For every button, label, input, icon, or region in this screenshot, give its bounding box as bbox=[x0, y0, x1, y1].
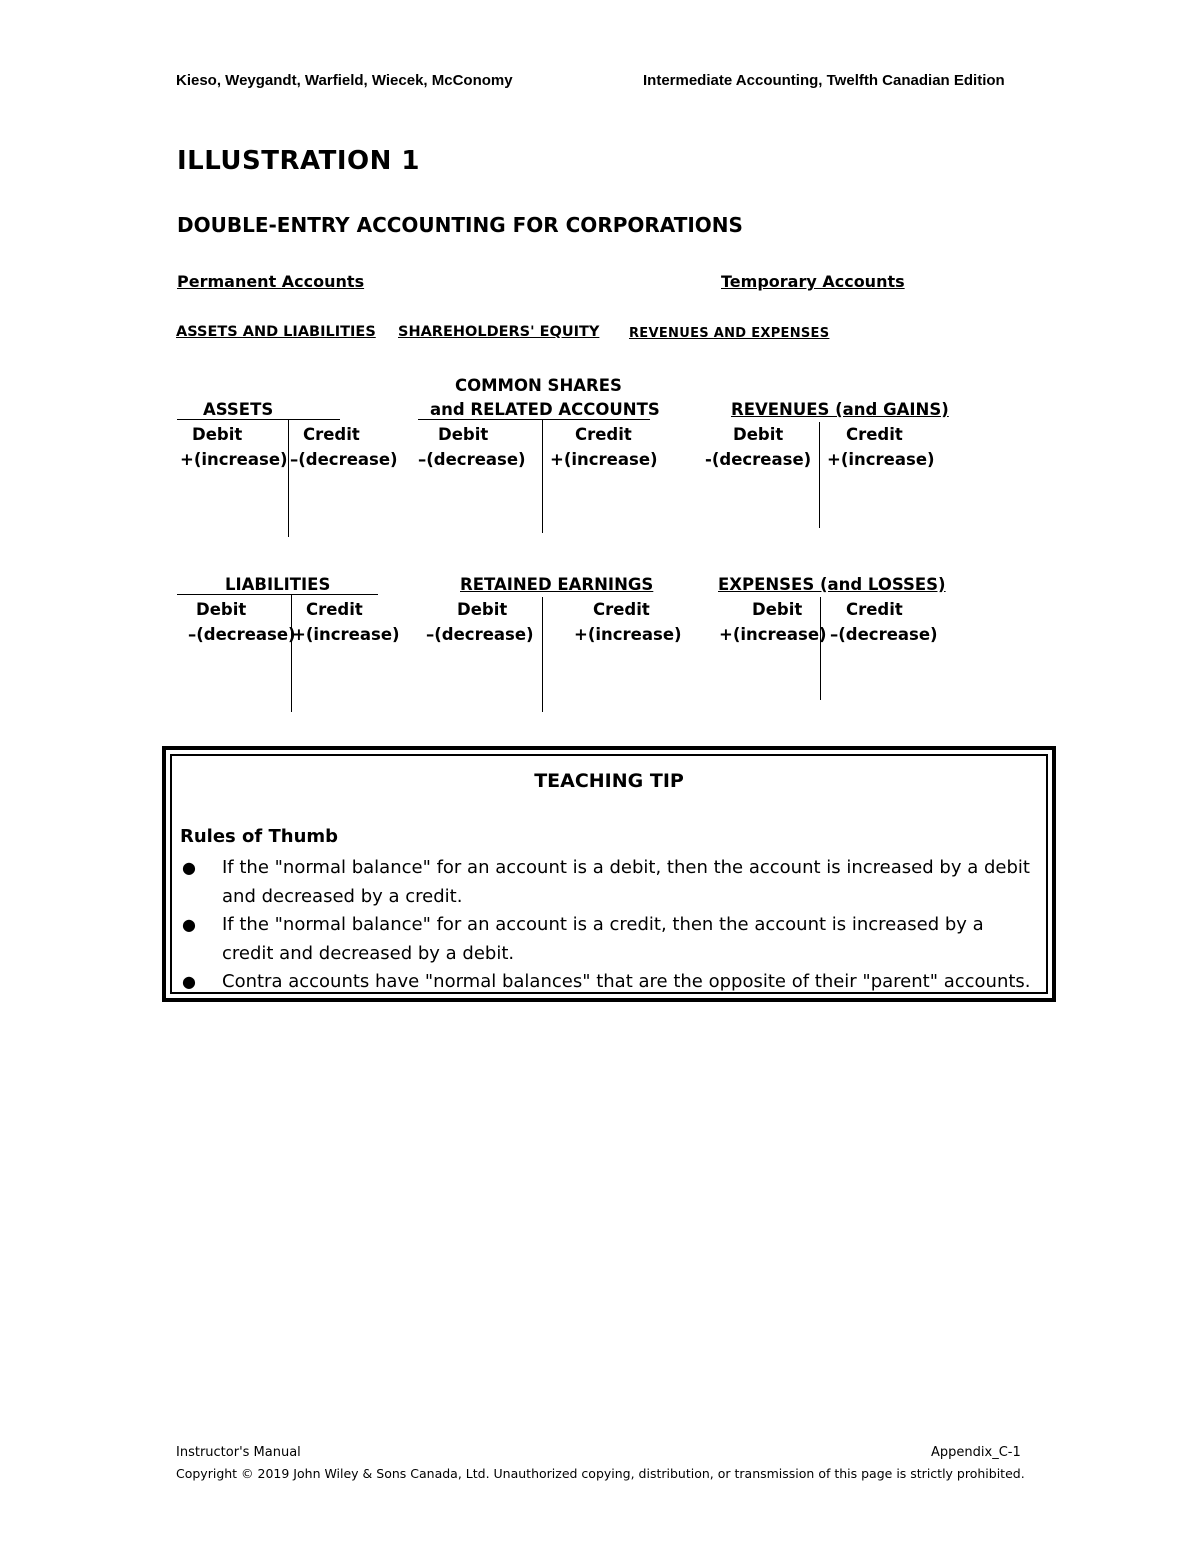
list-item bbox=[180, 968, 1040, 997]
rules-list bbox=[180, 854, 1040, 997]
list-item bbox=[180, 854, 1040, 911]
credit-label: Credit bbox=[846, 425, 903, 444]
debit-effect: +(increase) bbox=[719, 625, 827, 644]
header-book-title: Intermediate Accounting, Twelfth Canadian Edition bbox=[643, 72, 1005, 89]
t-account-top-line bbox=[177, 419, 340, 420]
credit-effect: +(increase) bbox=[550, 450, 658, 469]
permanent-accounts-label: Permanent Accounts bbox=[177, 272, 365, 291]
footer-page-number: Appendix_C-1 bbox=[931, 1445, 1021, 1460]
t-account-divider bbox=[542, 419, 543, 533]
t-account-divider bbox=[542, 597, 543, 712]
t-account-divider bbox=[291, 594, 292, 712]
credit-effect: +(increase) bbox=[292, 625, 400, 644]
debit-label: Debit bbox=[752, 600, 803, 619]
t-account-top-line bbox=[177, 594, 378, 595]
debit-label: Debit bbox=[192, 425, 243, 444]
category-shareholders-equity: SHAREHOLDERS' EQUITY bbox=[398, 324, 600, 340]
rule-text: If the "normal balance" for an account is a debit, then the account is increased by a debit and decreased by a credit. bbox=[222, 857, 1030, 907]
t-account-divider bbox=[288, 419, 289, 537]
t-account-title-line1: COMMON SHARES bbox=[455, 376, 622, 395]
credit-label: Credit bbox=[306, 600, 363, 619]
page-title: ILLUSTRATION 1 bbox=[177, 146, 420, 176]
credit-label: Credit bbox=[303, 425, 360, 444]
debit-label: Debit bbox=[438, 425, 489, 444]
t-account-top-line bbox=[418, 419, 650, 420]
debit-effect: –(decrease) bbox=[418, 450, 526, 469]
footer-copyright: Copyright © 2019 John Wiley & Sons Canada, Ltd. Unauthorized copying, distribution, or transmission of this page is strictly prohibited. bbox=[176, 1466, 1025, 1481]
t-account-title-line2: and RELATED ACCOUNTS bbox=[430, 400, 660, 419]
bullet-icon: ● bbox=[182, 972, 196, 991]
debit-label: Debit bbox=[196, 600, 247, 619]
debit-effect: –(decrease) bbox=[426, 625, 534, 644]
debit-label: Debit bbox=[733, 425, 784, 444]
bullet-icon: ● bbox=[182, 858, 196, 877]
t-account-title: ASSETS bbox=[203, 400, 274, 419]
t-account-divider bbox=[820, 597, 821, 700]
header-authors: Kieso, Weygandt, Warfield, Wiecek, McConomy bbox=[176, 72, 513, 89]
credit-effect: +(increase) bbox=[574, 625, 682, 644]
debit-effect: +(increase) bbox=[180, 450, 288, 469]
teaching-tip-title: TEACHING TIP bbox=[534, 770, 684, 792]
bullet-icon: ● bbox=[182, 915, 196, 934]
t-account-divider bbox=[819, 422, 820, 528]
rule-text: Contra accounts have "normal balances" that are the opposite of their "parent" accounts. bbox=[222, 971, 1031, 992]
t-account-title: EXPENSES (and LOSSES) bbox=[718, 575, 946, 594]
teaching-tip-inner-border bbox=[170, 754, 1048, 994]
temporary-accounts-label: Temporary Accounts bbox=[721, 272, 905, 291]
debit-label: Debit bbox=[457, 600, 508, 619]
credit-label: Credit bbox=[575, 425, 632, 444]
teaching-tip-box bbox=[162, 746, 1056, 1002]
t-account-title: RETAINED EARNINGS bbox=[460, 575, 654, 594]
t-account-title: REVENUES (and GAINS) bbox=[731, 400, 949, 419]
credit-label: Credit bbox=[846, 600, 903, 619]
credit-label: Credit bbox=[593, 600, 650, 619]
credit-effect: +(increase) bbox=[827, 450, 935, 469]
category-revenues-expenses: REVENUES AND EXPENSES bbox=[629, 326, 830, 341]
footer-manual-label: Instructor's Manual bbox=[176, 1445, 301, 1460]
credit-effect: –(decrease) bbox=[290, 450, 398, 469]
debit-effect: –(decrease) bbox=[188, 625, 296, 644]
rules-of-thumb-heading: Rules of Thumb bbox=[180, 826, 339, 847]
list-item bbox=[180, 911, 1040, 968]
rule-text: If the "normal balance" for an account is a credit, then the account is increased by a credit and decreased by a debit. bbox=[222, 914, 984, 964]
category-assets-liabilities: ASSETS AND LIABILITIES bbox=[176, 324, 376, 340]
t-account-title: LIABILITIES bbox=[225, 575, 331, 594]
credit-effect: –(decrease) bbox=[830, 625, 938, 644]
debit-effect: -(decrease) bbox=[705, 450, 812, 469]
page-subtitle: DOUBLE-ENTRY ACCOUNTING FOR CORPORATIONS bbox=[177, 213, 743, 237]
